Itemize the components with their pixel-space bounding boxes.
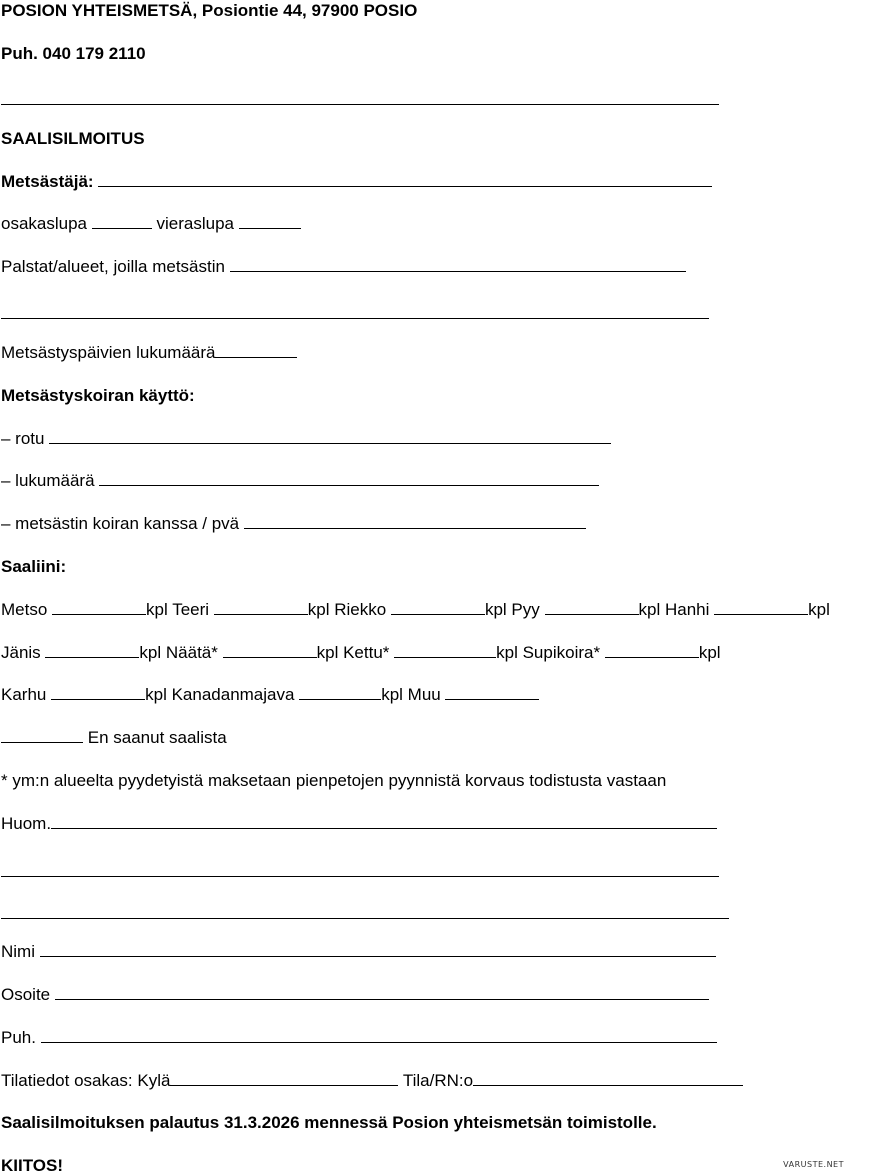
species-field[interactable] [214,600,308,615]
unit-label: kpl [316,643,339,662]
species-hanhi: Hanhi [664,600,710,619]
address-label: Osoite [1,985,51,1004]
species-field[interactable] [223,643,317,658]
unit-label: kpl [381,685,403,704]
member-permit-field[interactable] [92,214,152,229]
footnote: * ym:n alueelta pyydetyistä maksetaan pienpetojen pyynnistä korvaus todistusta vastaan [1,771,667,790]
phone-row [1,1028,717,1048]
days-row [1,343,297,363]
property-row [1,1071,743,1091]
no-catch-field[interactable] [1,728,83,743]
dog-count-label: – lukumäärä [1,471,95,490]
catch-heading: Saaliini: [1,557,67,576]
name-label: Nimi [1,942,35,961]
species-row-3 [1,685,539,705]
species-muu: Muu [407,685,441,704]
form-title: SAALISILMOITUS [1,129,145,148]
species-riekko: Riekko [334,600,387,619]
guest-permit-field[interactable] [239,214,301,229]
dog-days-row [1,514,586,534]
areas-row [1,257,686,277]
name-field[interactable] [40,942,716,957]
species-metso: Metso [1,600,48,619]
dog-breed-row [1,429,611,449]
unit-label: kpl [307,600,330,619]
hunter-label: Metsästäjä: [1,172,94,191]
note-field-3[interactable] [1,918,729,919]
species-field[interactable] [391,600,485,615]
dog-breed-field[interactable] [49,429,611,444]
permit-row [1,214,301,234]
unit-label: kpl [139,643,162,662]
address-field[interactable] [55,985,709,1000]
note-label: Huom. [1,814,52,833]
member-permit-label: osakaslupa [1,214,88,233]
org-header: POSION YHTEISMETSÄ, Posiontie 44, 97900 POSIO [1,1,418,20]
dog-days-field[interactable] [244,514,586,529]
unit-label: kpl [484,600,507,619]
species-field[interactable] [52,600,146,615]
org-phone: Puh. 040 179 2110 [1,44,146,63]
species-field[interactable] [394,643,496,658]
species-naata: Näätä* [165,643,218,662]
species-field[interactable] [714,600,808,615]
village-field[interactable] [170,1071,398,1086]
dog-breed-label: – rotu [1,429,45,448]
areas-field-2[interactable] [1,318,709,319]
watermark: VARUSTE.NET [783,1160,844,1169]
note-field-2[interactable] [1,876,719,877]
species-kettu: Kettu* [343,643,390,662]
days-field[interactable] [215,343,297,358]
species-janis: Jänis [1,643,41,662]
unit-label: kpl [698,643,721,662]
note-field[interactable] [51,814,717,829]
species-pyy: Pyy [511,600,540,619]
no-catch-row [1,728,227,748]
no-catch-label: En saanut saalista [87,728,227,747]
species-row-2 [1,643,721,663]
name-row [1,942,716,962]
species-teeri: Teeri [172,600,210,619]
thanks: KIITOS! [1,1156,64,1175]
dog-count-row [1,471,599,491]
dog-count-field[interactable] [99,471,599,486]
dog-days-label: – metsästin koiran kanssa / pvä [1,514,240,533]
unit-label: kpl [145,685,167,704]
species-field[interactable] [445,685,539,700]
species-field[interactable] [45,643,139,658]
unit-label: kpl [638,600,661,619]
dog-heading: Metsästyskoiran käyttö: [1,386,195,405]
unit-label: kpl [146,600,168,619]
address-row [1,985,709,1005]
unit-label: kpl [808,600,830,619]
species-field[interactable] [545,600,639,615]
property-reg-label: Tila/RN:o [402,1071,474,1090]
species-supikoira: Supikoira* [522,643,601,662]
property-reg-field[interactable] [473,1071,743,1086]
unit-label: kpl [496,643,518,662]
rule-top [1,104,719,105]
guest-permit-label: vieraslupa [156,214,234,233]
hunter-row [1,172,712,192]
species-karhu: Karhu [1,685,47,704]
hunter-field[interactable] [98,172,712,187]
property-label: Tilatiedot osakas: Kylä [1,1071,171,1090]
species-row-1 [1,600,830,620]
areas-field[interactable] [230,257,686,272]
species-field[interactable] [299,685,381,700]
areas-label: Palstat/alueet, joilla metsästin [1,257,225,276]
species-field[interactable] [51,685,145,700]
species-kanadanmajava: Kanadanmajava [171,685,295,704]
return-note: Saalisilmoituksen palautus 31.3.2026 mennessä Posion yhteismetsän toimistolle. [1,1113,657,1132]
days-label: Metsästyspäivien lukumäärä [1,343,216,362]
phone-field[interactable] [41,1028,717,1043]
phone-label: Puh. [1,1028,36,1047]
species-field[interactable] [605,643,699,658]
note-row [1,814,717,834]
